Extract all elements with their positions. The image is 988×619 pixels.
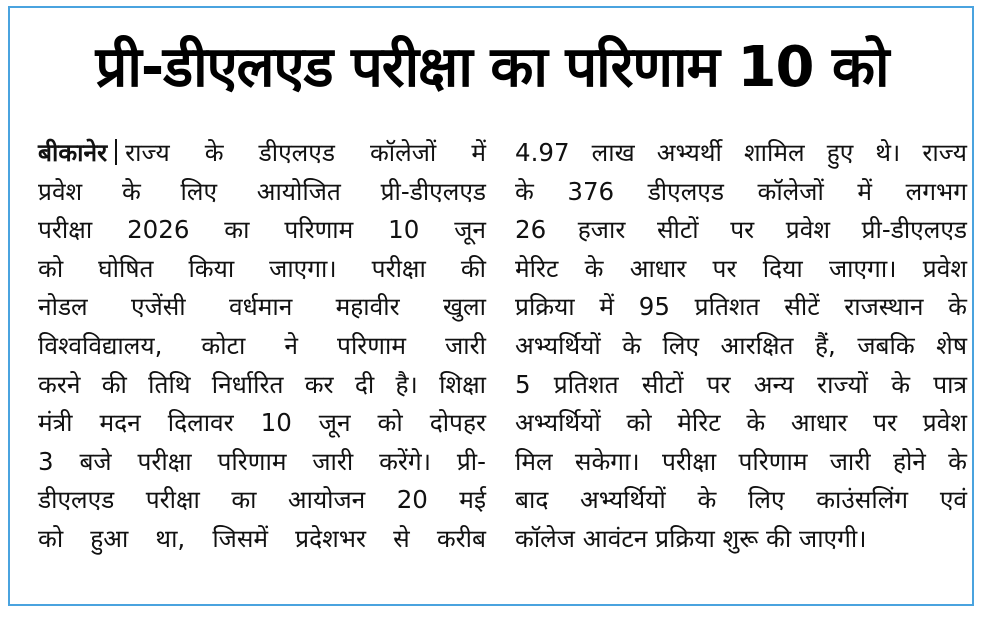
text-line: बाद अभ्यर्थियों के लिए काउंसलिंग एवं xyxy=(515,485,967,515)
text-line: 5 प्रतिशत सीटों पर अन्य राज्यों के पात्र xyxy=(515,369,967,399)
text-line: करने की तिथि निर्धारित कर दी है। शिक्षा xyxy=(38,369,486,399)
text-line: नोडल एजेंसी वर्धमान महावीर खुला xyxy=(38,292,486,322)
text-line: प्रवेश के लिए आयोजित प्री-डीएलएड xyxy=(38,176,486,206)
text-line: कॉलेज आवंटन प्रक्रिया शुरू की जाएगी। xyxy=(515,523,867,553)
text-line: के 376 डीएलएड कॉलेजों में लगभग xyxy=(515,176,967,206)
dateline-separator xyxy=(115,139,117,165)
text-line: विश्वविद्यालय, कोटा ने परिणाम जारी xyxy=(38,330,486,360)
headline: प्री-डीएलएड परीक्षा का परिणाम 10 को xyxy=(95,35,889,100)
text-line: डीएलएड परीक्षा का आयोजन 20 मई xyxy=(38,485,486,515)
text-line: मिल सकेगा। परीक्षा परिणाम जारी होने के xyxy=(515,446,967,476)
text-line: को घोषित किया जाएगा। परीक्षा की xyxy=(38,253,486,283)
news-clipping xyxy=(8,6,974,606)
text-line: अभ्यर्थियों को मेरिट के आधार पर प्रवेश xyxy=(515,408,967,438)
first-line-text: राज्य के डीएलएड कॉलेजों में xyxy=(125,138,486,167)
text-line: मेरिट के आधार पर दिया जाएगा। प्रवेश xyxy=(515,253,967,283)
text-line: 3 बजे परीक्षा परिणाम जारी करेंगे। प्री- xyxy=(38,446,486,476)
text-line: को हुआ था, जिसमें प्रदेशभर से करीब xyxy=(38,523,486,553)
right-column xyxy=(515,134,967,559)
text-line: मंत्री मदन दिलावर 10 जून को दोपहर xyxy=(38,408,486,438)
dateline: बीकानेर xyxy=(38,138,108,167)
first-line xyxy=(38,134,486,173)
text-line: परीक्षा 2026 का परिणाम 10 जून xyxy=(38,215,486,245)
text-line: प्रक्रिया में 95 प्रतिशत सीटें राजस्थान के xyxy=(515,292,967,322)
text-line: 26 हजार सीटों पर प्रवेश प्री-डीएलएड xyxy=(515,215,967,245)
text-line: अभ्यर्थियों के लिए आरक्षित हैं, जबकि शेष xyxy=(515,330,967,360)
text-line: 4.97 लाख अभ्यर्थी शामिल हुए थे। राज्य xyxy=(515,138,967,167)
left-column xyxy=(38,134,486,559)
